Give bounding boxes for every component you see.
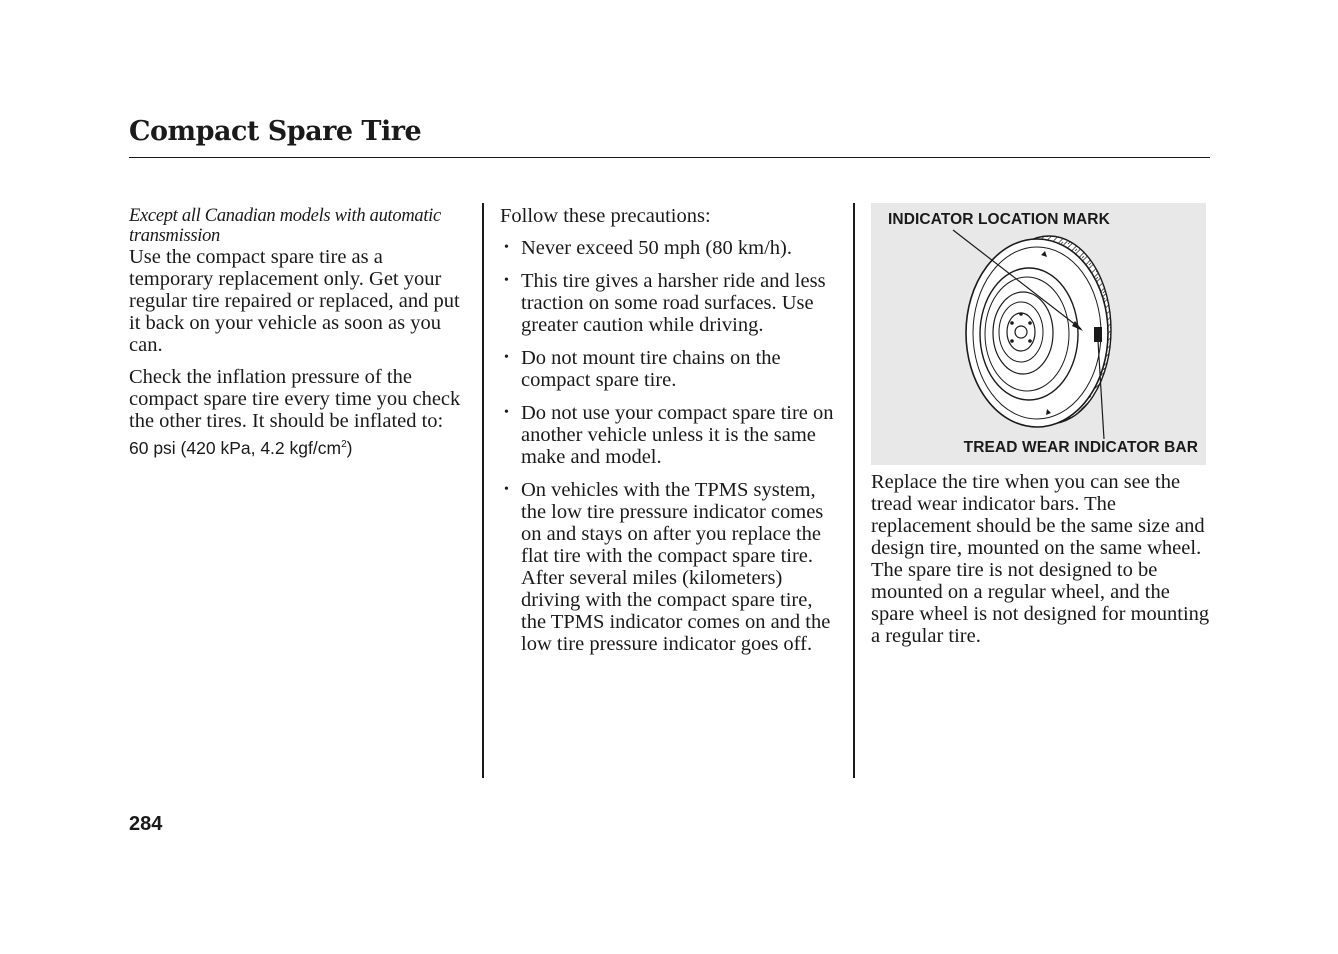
pressure-value: 60 psi (420 kPa, 4.2 kgf/cm [129,437,342,458]
page-number: 284 [129,813,163,835]
bullet-icon: • [504,405,509,420]
replacement-paragraph: Replace the tire when you can see the tread wear indicator bars. The replacement should be the same size and design tire, mounted on the same wheel. The spare tire is not designed to be mounted on a regular wheel, and the spare wheel is not designed for mounting a regular tire. [871,471,1210,647]
page-title: Compact Spare Tire [129,116,422,147]
list-item-text: This tire gives a harsher ride and less traction on some road surfaces. Use greater caution while driving. [521,270,826,336]
list-item [500,479,842,655]
spare-tire-drawing [871,203,1206,465]
bullet-icon: • [504,240,509,255]
bullet-icon: • [504,273,509,288]
title-divider [129,157,1210,158]
list-item-text: Do not mount tire chains on the compact spare tire. [521,347,781,391]
indicator-location-mark-label: INDICATOR LOCATION MARK [888,211,1110,228]
list-item [500,270,842,336]
spare-tire-illustration [871,203,1206,465]
column-divider-left [482,203,484,778]
pressure-unit-exponent: 2 [341,439,347,450]
bullet-icon: • [504,350,509,365]
column-divider-right [853,203,855,778]
column-middle [500,205,842,666]
list-item [500,347,842,391]
list-item [500,237,842,259]
tread-wear-indicator-bar-label: TREAD WEAR INDICATOR BAR [963,439,1198,456]
tire-icon [966,236,1111,427]
precautions-intro: Follow these precautions: [500,205,711,227]
list-item-text: On vehicles with the TPMS system, the low tire pressure indicator comes on and stays on after you replace the flat tire with the compact spare tire. After several miles (kilometers) driving with the compact spare tire, the TPMS indicator comes on and the low tire pressure indicator goes off. [521,479,831,655]
precautions-list [500,237,842,655]
inflation-check-paragraph: Check the inflation pressure of the compact spare tire every time you check the other tires. It should be inflated to: [129,366,461,432]
pressure-close-paren: ) [346,437,353,458]
list-item [500,402,842,468]
column-left [129,206,464,459]
model-applicability-note: Except all Canadian models with automatic transmission [129,206,441,246]
bullet-icon: • [504,482,509,497]
column-right [871,471,1211,647]
list-item-text: Do not use your compact spare tire on another vehicle unless it is the same make and model. [521,402,834,468]
inflation-pressure-spec [129,434,464,459]
list-item-text: Never exceed 50 mph (80 km/h). [521,237,792,259]
temporary-use-paragraph: Use the compact spare tire as a temporary replacement only. Get your regular tire repaired or replaced, and put it back on your vehicle as soon as you can. [129,246,460,356]
